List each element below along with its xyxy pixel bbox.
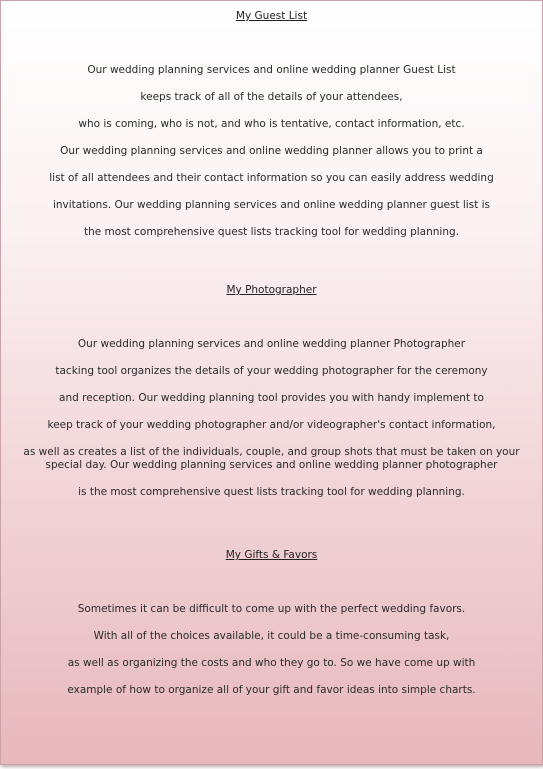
paragraph-line: tacking tool organizes the details of your wedding photographer for the ceremony: [55, 365, 488, 377]
paragraph-line: example of how to organize all of your gift and favor ideas into simple charts.: [67, 684, 476, 696]
photographer-heading: My Photographer: [226, 284, 317, 296]
paragraph-line: keeps track of all of the details of your attendees,: [140, 91, 403, 103]
paragraph-line: Our wedding planning services and online wedding planner allows you to print a: [60, 145, 483, 157]
paragraph-line: With all of the choices available, it could be a time-consuming task,: [93, 630, 450, 642]
paragraph-line: is the most comprehensive quest lists tracking tool for wedding planning.: [78, 486, 465, 498]
paragraph-line: Our wedding planning services and online wedding planner Guest List: [87, 64, 456, 76]
paragraph-line: the most comprehensive quest lists tracking tool for wedding planning.: [83, 226, 460, 238]
paragraph-line: and reception. Our wedding planning tool provides you with handy implement to: [59, 392, 484, 404]
photographer-section: [1, 283, 542, 297]
paragraph-line: keep track of your wedding photographer and/or videographer's contact information,: [47, 419, 496, 431]
paragraph-line: who is coming, who is not, and who is tentative, contact information, etc.: [78, 118, 465, 130]
paragraph-line: list of all attendees and their contact information so you can easily address wedding: [49, 172, 494, 184]
paragraph-line: as well as organizing the costs and who they go to. So we have come up with: [67, 657, 476, 669]
gifts-favors-heading: My Gifts & Favors: [225, 549, 318, 561]
gifts-favors-body: [1, 603, 542, 697]
guest-list-heading: My Guest List: [235, 10, 308, 22]
paragraph-line: Our wedding planning services and online wedding planner Photographer: [77, 338, 466, 350]
guest-list-body: [1, 64, 542, 239]
paragraph-line: as well as creates a list of the individuals, couple, and group shots that must be taken on your special day. Our wedding planning services and online wedding planner photographer: [23, 446, 520, 471]
photographer-body: [1, 338, 542, 499]
guest-list-section: [1, 9, 542, 23]
paragraph-line: invitations. Our wedding planning services and online wedding planner guest list is: [52, 199, 491, 211]
gifts-favors-section: [1, 548, 542, 562]
paragraph-line: Sometimes it can be difficult to come up with the perfect wedding favors.: [77, 603, 466, 615]
